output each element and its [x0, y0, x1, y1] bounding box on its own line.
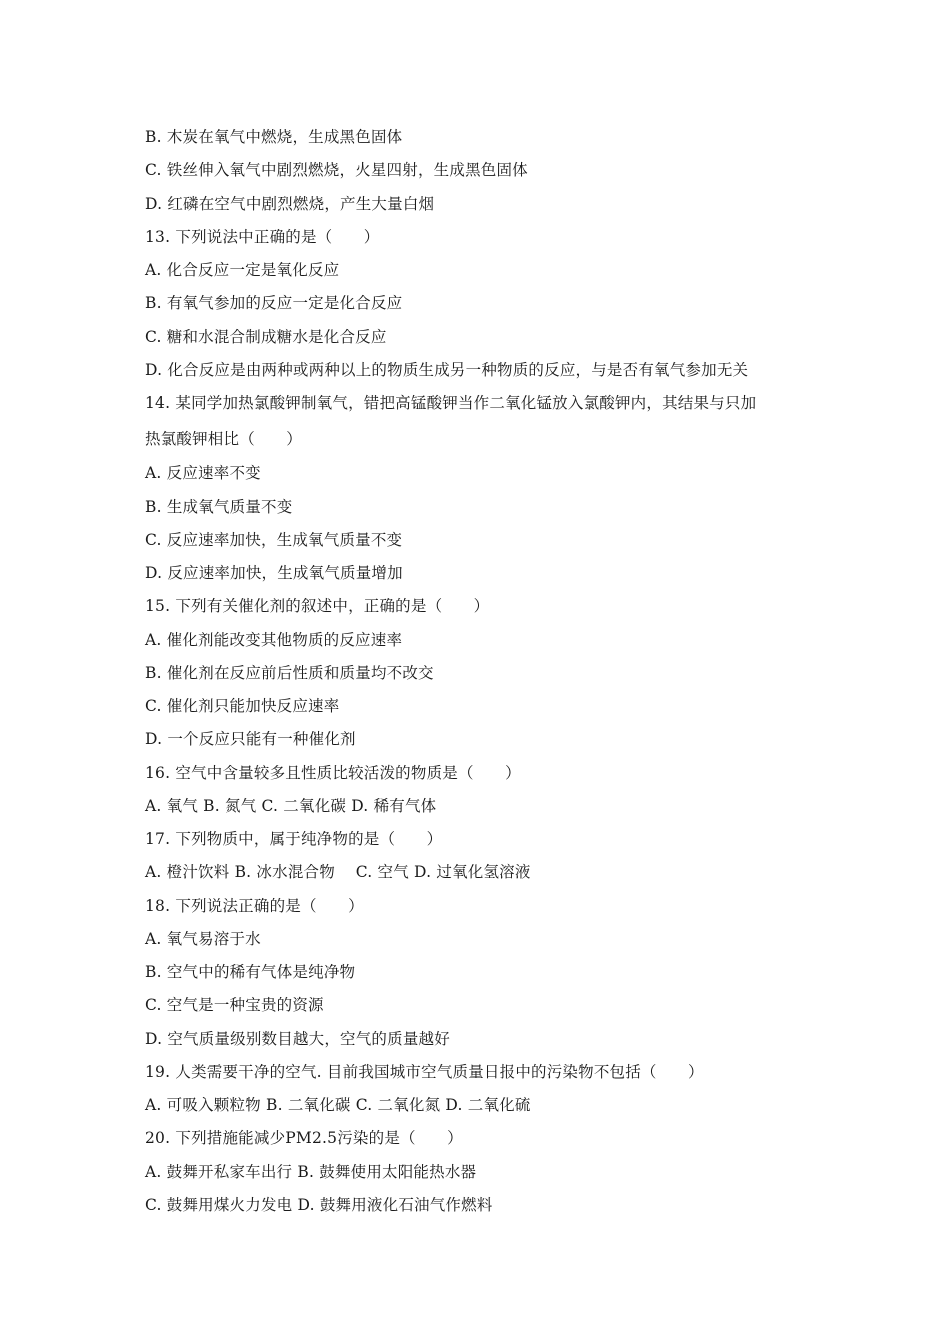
option-13c: C. 糖和水混合制成糖水是化合反应 [145, 328, 387, 346]
question-15: 15. 下列有关催化剂的叙述中，正确的是（ ） [145, 597, 490, 615]
question-17: 17. 下列物质中，属于纯净物的是（ ） [145, 830, 443, 848]
option-15c: C. 催化剂只能加快反应速率 [145, 697, 340, 715]
option-13b: B. 有氧气参加的反应一定是化合反应 [145, 294, 403, 312]
options-17: A. 橙汁饮料 B. 冰水混合物 C. 空气 D. 过氧化氢溶液 [145, 863, 531, 881]
option-18b: B. 空气中的稀有气体是纯净物 [145, 963, 356, 981]
question-13: 13. 下列说法中正确的是（ ） [145, 228, 380, 246]
question-14: 14. 某同学加热氯酸钾制氧气，错把高锰酸钾当作二氧化锰放入氯酸钾内，其结果与只加 [145, 394, 757, 412]
option-18d: D. 空气质量级别数目越大，空气的质量越好 [145, 1030, 450, 1048]
option-14a: A. 反应速率不变 [145, 464, 261, 482]
option-13d: D. 化合反应是由两种或两种以上的物质生成另一种物质的反应，与是否有氧气参加无关 [145, 361, 749, 379]
option-18c: C. 空气是一种宝贵的资源 [145, 996, 324, 1014]
option-14d: D. 反应速率加快，生成氧气质量增加 [145, 564, 403, 582]
option-15b: B. 催化剂在反应前后性质和质量均不改交 [145, 664, 434, 682]
option-15a: A. 催化剂能改变其他物质的反应速率 [145, 631, 403, 649]
question-20: 20. 下列措施能减少PM2.5污染的是（ ） [145, 1129, 463, 1147]
options-16: A. 氧气 B. 氮气 C. 二氧化碳 D. 稀有气体 [145, 797, 437, 815]
question-18: 18. 下列说法正确的是（ ） [145, 897, 364, 915]
option-18a: A. 氧气易溶于水 [145, 930, 261, 948]
question-19: 19. 人类需要干净的空气. 目前我国城市空气质量日报中的污染物不包括（ ） [145, 1063, 704, 1081]
option-13a: A. 化合反应一定是氧化反应 [145, 261, 340, 279]
question-16: 16. 空气中含量较多且性质比较活泼的物质是（ ） [145, 764, 521, 782]
options-20-ab: A. 鼓舞开私家车出行 B. 鼓舞使用太阳能热水器 [145, 1163, 477, 1181]
options-19: A. 可吸入颗粒物 B. 二氧化碳 C. 二氧化氮 D. 二氧化硫 [145, 1096, 531, 1114]
option-12b: B. 木炭在氧气中燃烧，生成黑色固体 [145, 128, 403, 146]
question-14-cont: 热氯酸钾相比（ ） [145, 430, 303, 448]
option-12c: C. 铁丝伸入氧气中剧烈燃烧，火星四射，生成黑色固体 [145, 161, 528, 179]
options-20-cd: C. 鼓舞用煤火力发电 D. 鼓舞用液化石油气作燃料 [145, 1196, 493, 1214]
option-15d: D. 一个反应只能有一种催化剂 [145, 730, 356, 748]
option-14b: B. 生成氧气质量不变 [145, 498, 293, 516]
option-14c: C. 反应速率加快，生成氧气质量不变 [145, 531, 403, 549]
option-12d: D. 红磷在空气中剧烈燃烧，产生大量白烟 [145, 195, 435, 213]
